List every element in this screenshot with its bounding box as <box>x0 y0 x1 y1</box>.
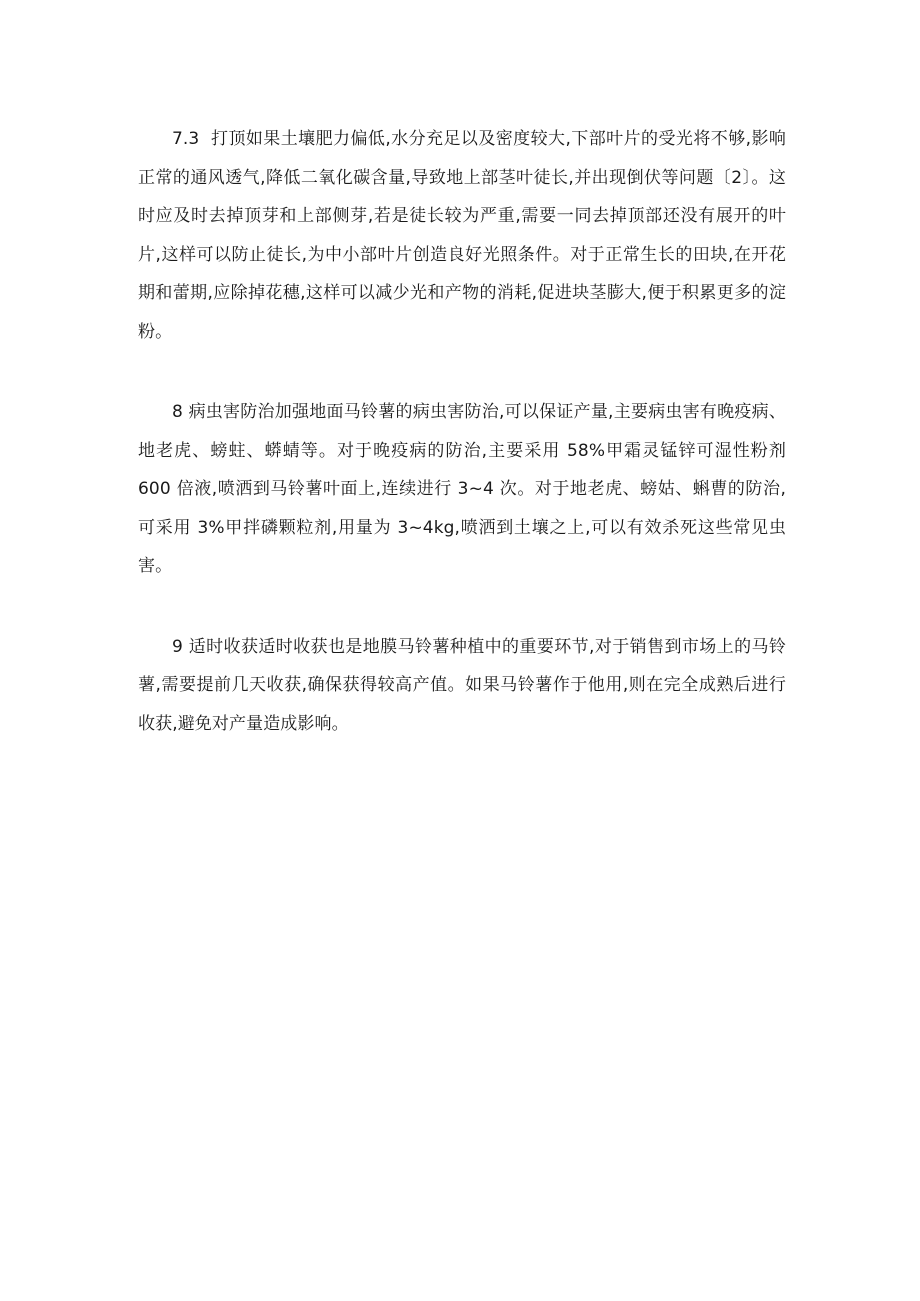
document-body <box>138 120 792 785</box>
paragraph-pest-control: 8 病虫害防治加强地面马铃薯的病虫害防治,可以保证产量,主要病虫害有晚疫病、地老虎、螃蛀、蟒蜻等。对于晚疫病的防治,主要采用 58%甲霜灵锰锌可湿性粉剂 600 倍液,喷洒到马铃薯叶面上,连续进行 3~4 次。对于地老虎、螃姑、蝌曹的防治,可采用 3%甲拌磷颗粒剂,用量为 3~4kg,喷洒到土壤之上,可以有效杀死这些常见虫害。 <box>138 402 792 576</box>
paragraph-topping: 7.3 打顶如果土壤肥力偏低,水分充足以及密度较大,下部叶片的受光将不够,影响正常的通风透气,降低二氧化碳含量,导致地上部茎叶徒长,并出现倒伏等问题〔2〕。这时应及时去掉顶芽和上部侧芽,若是徒长较为严重,需要一同去掉顶部还没有展开的叶片,这样可以防止徒长,为中小部叶片创造良好光照条件。对于正常生长的田块,在开花期和蕾期,应除掉花穗,这样可以减少光和产物的消耗,促进块茎膨大,便于积累更多的淀粉。 <box>138 129 787 342</box>
paragraph-harvest: 9 适时收获适时收获也是地膜马铃薯种植中的重要环节,对于销售到市场上的马铃薯,需要提前几天收获,确保获得较高产值。如果马铃薯作于他用,则在完全成熟后进行收获,避免对产量造成影响。 <box>138 636 787 734</box>
